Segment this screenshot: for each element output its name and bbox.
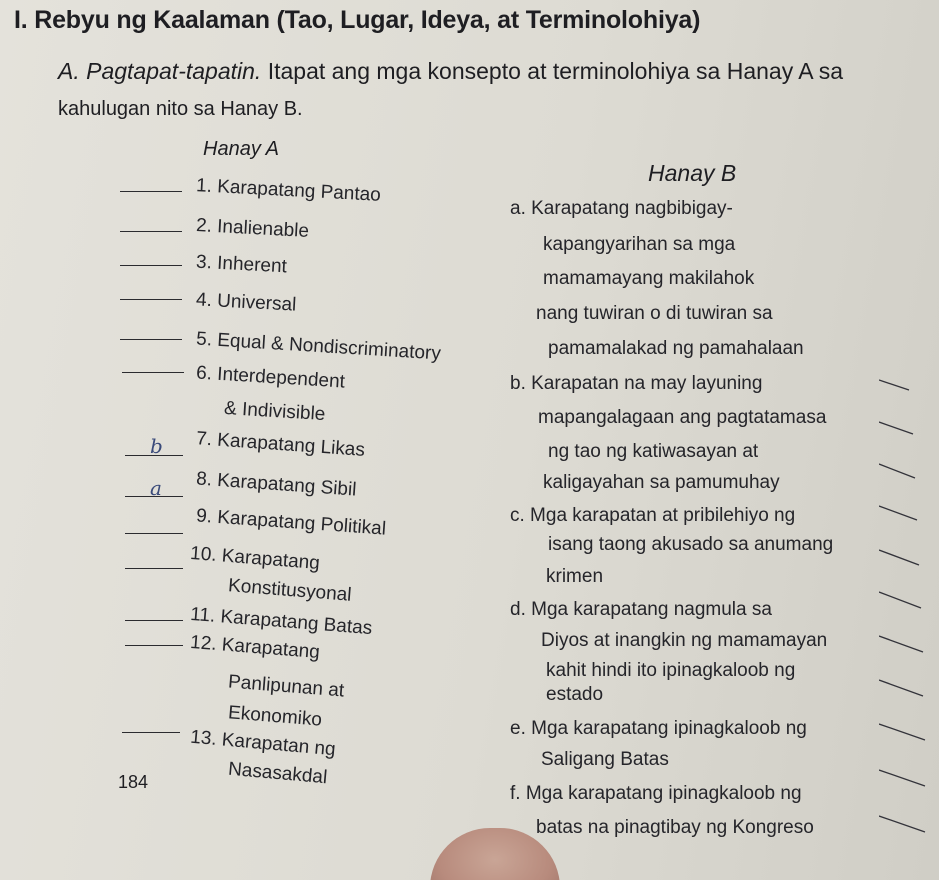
instruction-line-2: kahulugan nito sa Hanay B. — [58, 98, 303, 120]
answer-blank-12[interactable] — [125, 645, 183, 646]
hanay-b-item: Saligang Batas — [541, 749, 669, 770]
hanay-a-item: 8. Karapatang Sibil — [195, 468, 358, 501]
answer-blank-13[interactable] — [122, 732, 180, 733]
hanay-b-item: b. Karapatan na may layuning — [510, 373, 763, 394]
hanay-a-item: 1. Karapatang Pantao — [195, 175, 382, 206]
answer-blank-3[interactable] — [120, 265, 182, 266]
answer-blank-9[interactable] — [125, 533, 183, 534]
hanay-b-item: batas na pinagtibay ng Kongreso — [536, 817, 814, 838]
hanay-a-item: 2. Inalienable — [195, 215, 310, 242]
hanay-a-item: & Indivisible — [223, 397, 326, 426]
hanay-b-item: krimen — [546, 566, 604, 587]
instruction-text: Itapat ang mga konsepto at terminolohiya sa Hanay A sa — [261, 58, 844, 84]
hanay-a-item: 4. Universal — [195, 289, 297, 316]
hanay-b-item: estado — [546, 684, 604, 705]
handwritten-answer-8: a — [150, 476, 162, 500]
answer-blank-10[interactable] — [125, 568, 183, 569]
hanay-b-item: e. Mga karapatang ipinagkaloob ng — [510, 718, 807, 739]
hanay-a-item: Ekonomiko — [227, 702, 323, 731]
hanay-b-item: mapangalagaan ang pagtatamasa — [538, 407, 827, 428]
hanay-a-item: Nasasakdal — [227, 758, 329, 789]
hanay-b-item: kapangyarihan sa mga — [543, 234, 736, 255]
hanay-a-item: Panlipunan at — [227, 671, 345, 702]
section-heading: I. Rebyu ng Kaalaman (Tao, Lugar, Ideya, at Terminolohiya) — [14, 6, 701, 34]
hanay-a-item: 13. Karapatan ng — [189, 726, 337, 761]
hanay-a-item: 3. Inherent — [195, 251, 288, 278]
hanay-a-item: 7. Karapatang Likas — [195, 428, 366, 461]
hanay-b-item: pamamalakad ng pamahalaan — [548, 338, 804, 359]
hanay-a-item: 9. Karapatang Politikal — [195, 505, 387, 540]
hanay-a-item: 5. Equal & Nondiscriminatory — [195, 328, 442, 365]
notebook-edge-lines — [879, 360, 939, 860]
page-number: 184 — [118, 772, 149, 792]
answer-blank-4[interactable] — [120, 299, 182, 300]
handwritten-answer-7: b — [150, 434, 163, 458]
hanay-b-item: kaligayahan sa pamumuhay — [543, 472, 780, 493]
hanay-b-item: c. Mga karapatan at pribilehiyo ng — [510, 505, 796, 526]
hanay-b-item: kahit hindi ito ipinagkaloob ng — [546, 660, 796, 681]
hanay-b-item: mamamayang makilahok — [543, 268, 755, 289]
hanay-b-item: a. Karapatang nagbibigay- — [510, 198, 733, 219]
answer-blank-5[interactable] — [120, 339, 182, 340]
hanay-b-item: isang taong akusado sa anumang — [548, 534, 834, 555]
hanay-b-item: f. Mga karapatang ipinagkaloob ng — [510, 783, 802, 804]
hanay-a-item: 10. Karapatang — [189, 542, 321, 575]
hanay-b-item: Diyos at inangkin ng mamamayan — [541, 630, 828, 651]
instruction-label: A. Pagtapat-tapatin. — [58, 58, 262, 84]
hanay-a-item: Konstitusyonal — [227, 575, 353, 606]
answer-blank-2[interactable] — [120, 231, 182, 232]
instruction-line-1 — [58, 58, 843, 85]
column-b-title: Hanay B — [648, 160, 737, 186]
hanay-b-item: nang tuwiran o di tuwiran sa — [536, 303, 773, 324]
hanay-b-item: ng tao ng katiwasayan at — [548, 441, 759, 462]
hanay-a-item: 11. Karapatang Batas — [189, 603, 373, 640]
answer-blank-1[interactable] — [120, 191, 182, 192]
hanay-b-item: d. Mga karapatang nagmula sa — [510, 599, 772, 620]
column-a-title: Hanay A — [203, 138, 279, 160]
hanay-a-item: 12. Karapatang — [189, 631, 321, 664]
answer-blank-6[interactable] — [122, 372, 184, 373]
hanay-a-item: 6. Interdependent — [195, 362, 346, 393]
answer-blank-11[interactable] — [125, 620, 183, 621]
